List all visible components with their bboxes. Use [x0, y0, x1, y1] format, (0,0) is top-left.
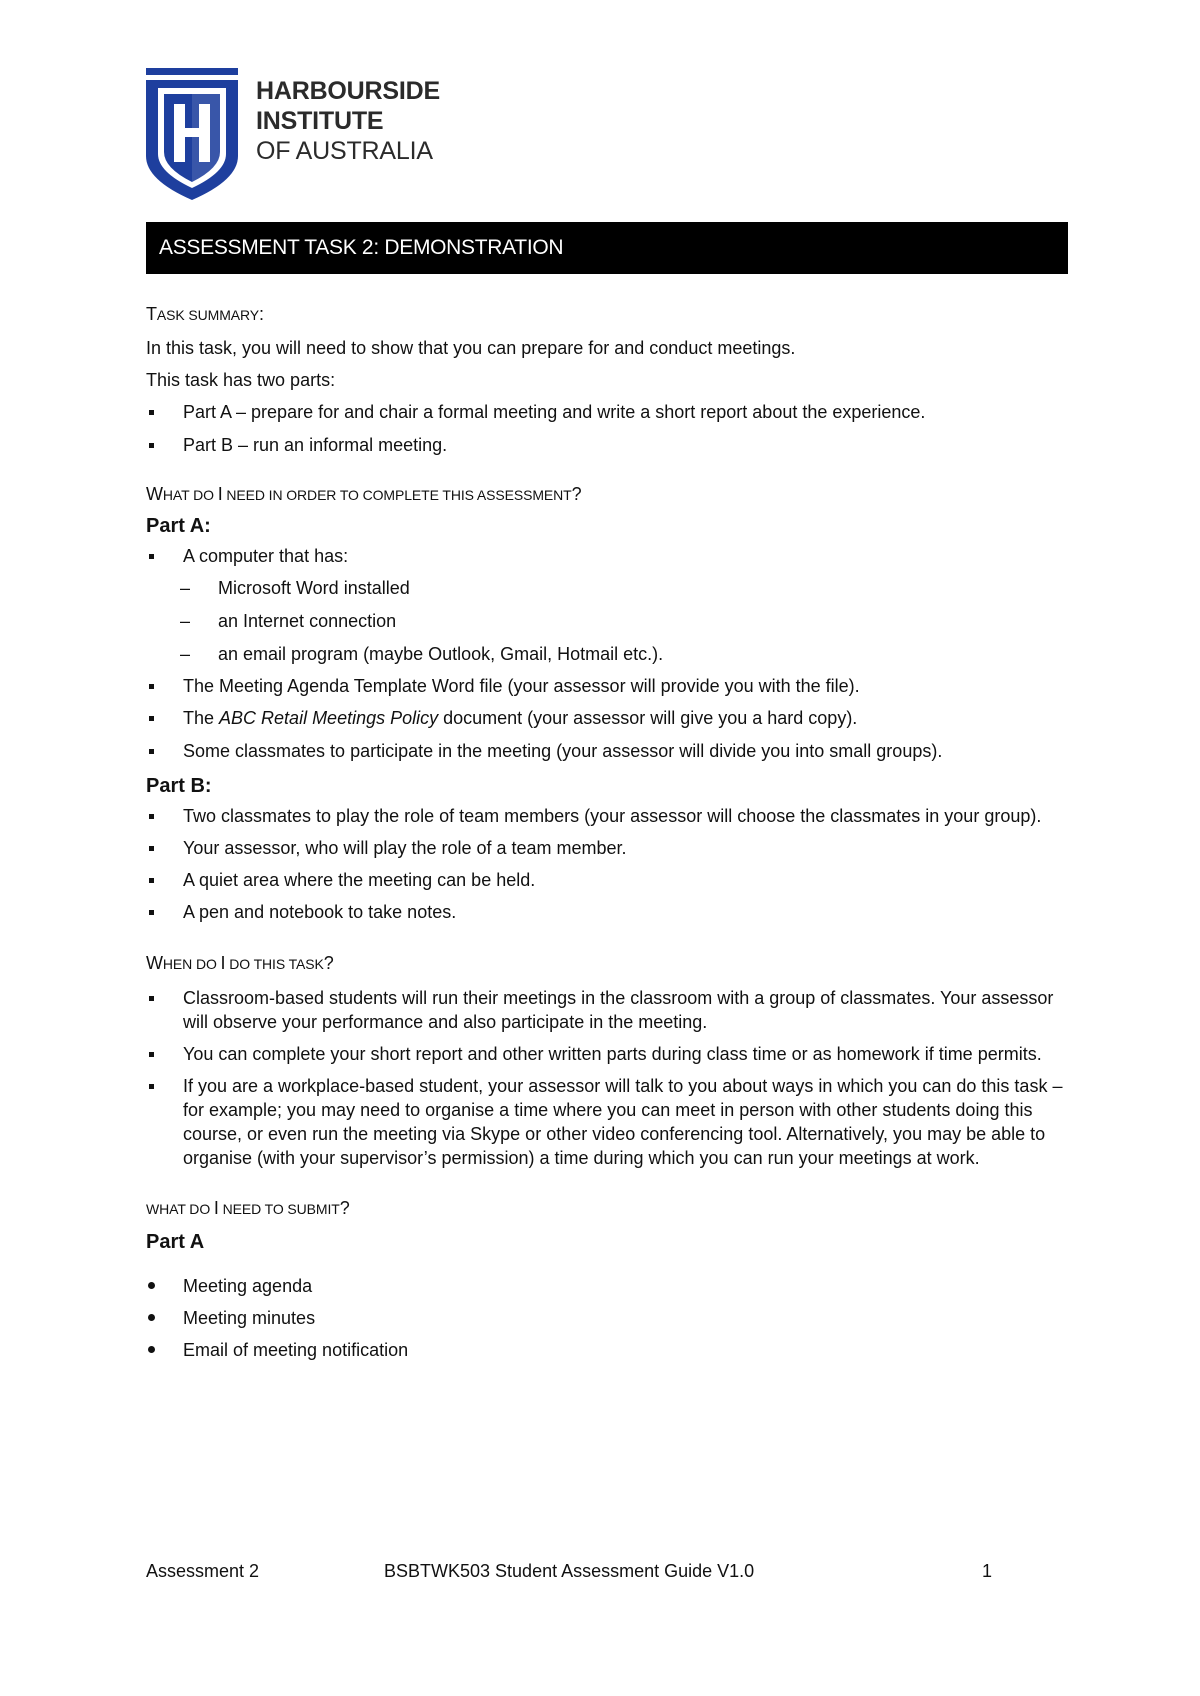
list-item: Classroom-based students will run their meetings in the classroom with a group of classmates. Your assessor will observe your performance and also participate in the meeting.: [146, 986, 1076, 1034]
heading-rest-2: DO THIS TASK: [225, 956, 324, 972]
footer-left: Assessment 2: [146, 1561, 260, 1581]
heading-question: ?: [323, 953, 334, 973]
heading-initial: W: [146, 953, 163, 973]
policy-post: document (your assessor will give you a hard copy).: [438, 708, 858, 728]
list-item: – Microsoft Word installed: [146, 576, 1076, 600]
footer-center: BSBTWK503 Student Assessment Guide V1.0: [384, 1561, 755, 1581]
list-item: Meeting agenda: [146, 1274, 1076, 1298]
list-item: Meeting minutes: [146, 1306, 1076, 1330]
submit-heading: [146, 1198, 1076, 1219]
heading-rest-2: NEED IN ORDER TO COMPLETE THIS ASSESSMENT: [222, 487, 572, 503]
list-item: A computer that has:: [146, 544, 1076, 568]
list-item: Two classmates to play the role of team members (your assessor will choose the classmates in your group).: [146, 804, 1076, 828]
policy-title: ABC Retail Meetings Policy: [219, 708, 439, 728]
part-b-heading: Part B:: [146, 775, 212, 797]
page-title: ASSESSMENT TASK 2: DEMONSTRATION: [146, 222, 1068, 274]
list-item: Part A – prepare for and chair a formal meeting and write a short report about the experience.: [146, 400, 1076, 424]
heading-i: I: [220, 953, 226, 973]
list-item: Some classmates to participate in the meeting (your assessor will divide you into small groups).: [146, 739, 1076, 763]
list-item: A pen and notebook to take notes.: [146, 900, 1076, 924]
submit-part-a-heading: Part A: [146, 1231, 205, 1253]
policy-pre: The: [183, 708, 220, 728]
part-b-list: [146, 804, 1076, 924]
heading-question: ?: [571, 484, 582, 504]
parts-intro: This task has two parts:: [146, 370, 336, 390]
part-a-heading: Part A:: [146, 515, 211, 537]
logo-line-1: HARBOURSIDE: [256, 77, 440, 105]
list-item: Part B – run an informal meeting.: [146, 433, 1076, 457]
list-item: You can complete your short report and other written parts during class time or as homework if time permits.: [146, 1042, 1076, 1066]
heading-colon: :: [259, 304, 264, 324]
heading-rest: WHAT DO: [146, 1201, 214, 1217]
task-parts-list: [146, 400, 1076, 457]
when-heading: [146, 953, 1076, 974]
heading-rest: ASK SUMMARY: [156, 307, 260, 323]
logo-text: [256, 76, 440, 166]
task-intro: In this task, you will need to show that you can prepare for and conduct meetings.: [146, 338, 796, 358]
when-list: [146, 986, 1076, 1170]
submit-list: [146, 1274, 1076, 1362]
list-item: Your assessor, who will play the role of a team member.: [146, 836, 1076, 860]
part-a-list: [146, 544, 1076, 763]
heading-initial: T: [146, 304, 157, 324]
list-item: Email of meeting notification: [146, 1338, 1076, 1362]
task-summary-heading: [146, 304, 1076, 325]
heading-rest: HAT DO: [162, 487, 218, 503]
main-content: [146, 300, 1076, 1362]
list-item: – an Internet connection: [146, 609, 1076, 633]
list-item: – an email program (maybe Outlook, Gmail, Hotmail etc.).: [146, 642, 1076, 666]
institute-logo: [146, 68, 440, 200]
page-footer: [146, 1561, 996, 1585]
heading-rest: HEN DO: [162, 956, 221, 972]
list-item: [146, 706, 1076, 730]
heading-i: I: [217, 484, 223, 504]
heading-i: I: [213, 1198, 219, 1218]
logo-line-3: OF AUSTRALIA: [256, 137, 433, 165]
heading-initial: W: [146, 484, 163, 504]
shield-logo-icon: [146, 68, 238, 200]
list-item: If you are a workplace-based student, your assessor will talk to you about ways in which you can do this task – for example; you may need to organise a time where you can meet in person with other students doing this course, or even run the meeting via Skype or other video conferencing tool. Alternatively, you may be able to organise (with your supervisor’s permission) a time during which you can run your meetings at work.: [146, 1074, 1076, 1170]
logo-line-2: INSTITUTE: [256, 107, 384, 135]
what-need-heading: [146, 484, 1076, 505]
page-number: 1: [982, 1561, 993, 1581]
list-item: A quiet area where the meeting can be held.: [146, 868, 1076, 892]
list-item: The Meeting Agenda Template Word file (your assessor will provide you with the file).: [146, 674, 1076, 698]
heading-question: ?: [339, 1198, 350, 1218]
heading-rest-2: NEED TO SUBMIT: [218, 1201, 340, 1217]
